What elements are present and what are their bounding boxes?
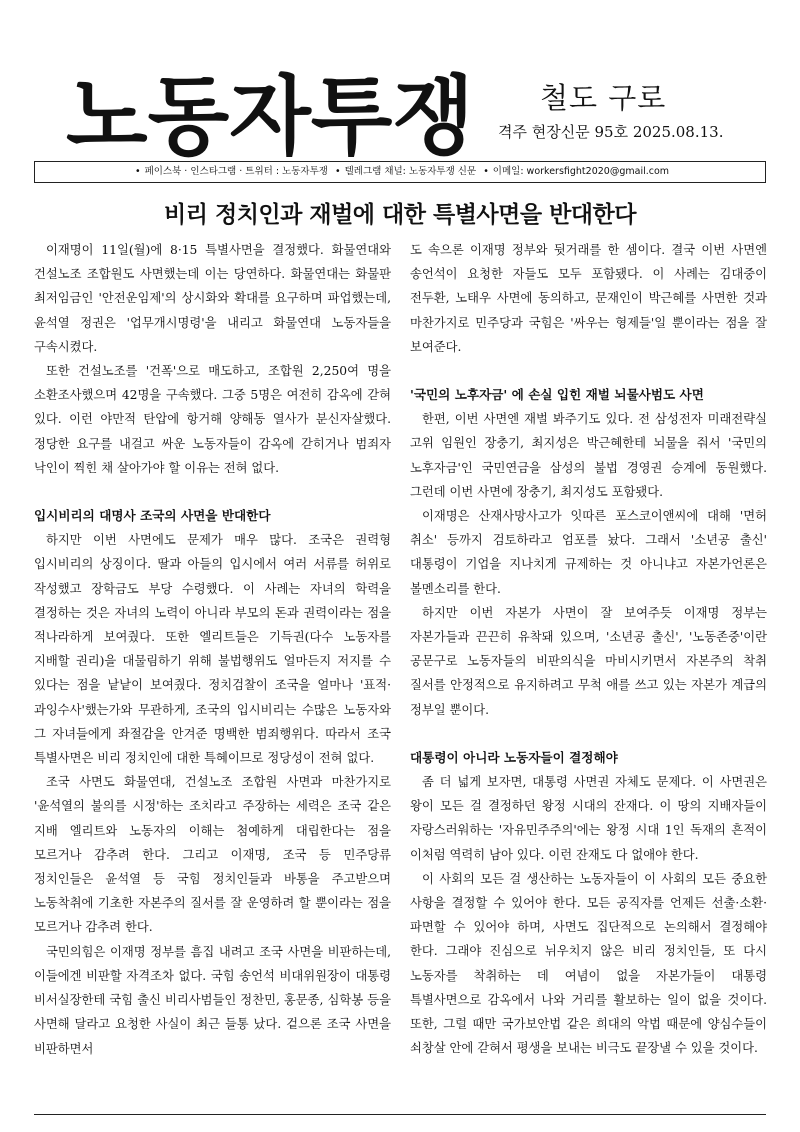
contact-sns: 페이스북 · 인스타그램 · 트위터 : 노동자투쟁 (144, 166, 328, 177)
masthead-logo (60, 64, 480, 164)
article-column-left (34, 238, 391, 1061)
masthead-text: 노동자투쟁 (66, 66, 474, 164)
paragraph: 이 사회의 모든 걸 생산하는 노동자들이 이 사회의 모든 중요한 사항을 결정할 수 있어야 한다. 모든 공직자를 언제든 선출·소환·파면할 수 있어야 하며, 사면도 집단적으로 논의해서 결정해야 한다. 그래야 진심으로 뉘우치지 않은 비리 정치인들, 또 다시 노동자를 착취하는 데 여념이 없을 자본가들이 대통령 특별사면으로 감옥에서 나와 거리를 활보하는 일이 없을 것이다. 또한, 그럴 때만 국가보안법 같은 희대의 악법 때문에 양심수들이 쇠창살 안에 갇혀서 평생을 보내는 비극도 끝장낼 수 있을 것이다. (410, 871, 767, 1056)
article-headline: 비리 정치인과 재벌에 대한 특별사면을 반대한다 (164, 202, 636, 228)
paragraph: 한편, 이번 사면엔 재벌 봐주기도 있다. 전 삼성전자 미래전략실 고위 임원인 장충기, 최지성은 박근혜한테 뇌물을 줘서 '국민의 노후자금'인 국민연금을 삼성의 불법 경영권 승계에 동원했다. 그런데 이번 사면에 장충기, 최지성도 포함됐다. (410, 412, 767, 499)
article-column-right (410, 238, 767, 1061)
bottom-divider (34, 1114, 766, 1115)
paragraph: 이재명은 산재사망사고가 잇따른 포스코이앤씨에 대해 '면허 취소' 등까지 검토하라고 엄포를 놨다. 그래서 '소년공 출신' 대통령이 기업을 지나치게 규제하는 것 아니냐고 자본가언론은 볼멘소리를 한다. (410, 509, 767, 596)
section-heading: '국민의 노후자금' 에 손실 입힌 재벌 뇌물사범도 사면 (410, 387, 704, 403)
edition-label: 철도 구로 (540, 81, 667, 115)
bullet-icon: • (134, 166, 141, 177)
paragraph: 하지만 이번 자본가 사면이 잘 보여주듯 이재명 정부는 자본가들과 끈끈히 유착돼 있으며, '소년공 출신', '노동존중'이란 공문구로 노동자들의 비판의식을 마비시키면서 자본주의 착취 질서를 안정적으로 유지하려고 무척 애를 쓰고 있는 자본가 계급의 정부일 뿐이다. (410, 605, 767, 717)
contact-bar (34, 161, 766, 183)
paragraph: 또한 건설노조를 '건폭'으로 매도하고, 조합원 2,250여 명을 소환조사했으며 42명을 구속했다. 그중 5명은 여전히 감옥에 갇혀 있다. 이런 야만적 탄압에 항거해 양해동 열사가 분신자살했다. 정당한 요구를 내걸고 싸운 노동자들이 감옥에 갇히거나 범죄자 낙인이 찍힌 채 살아가야 할 이유는 전혀 없다. (34, 364, 391, 475)
masthead-logo-mark (60, 64, 480, 164)
paragraph: 좀 더 넓게 보자면, 대통령 사면권 자체도 문제다. 이 사면권은 왕이 모든 걸 결정하던 왕정 시대의 잔재다. 이 땅의 지배자들이 자랑스러워하는 '자유민주주의'에는 왕정 시대 1인 독재의 흔적이 이처럼 역력히 남아 있다. 이런 잔재도 다 없애야 한다. (410, 775, 767, 862)
contact-telegram: 텔레그램 채널: 노동자투쟁 신문 (344, 166, 477, 177)
paragraph: 국민의힘은 이재명 정부를 흠집 내려고 조국 사면을 비판하는데, 이들에겐 비판할 자격조차 없다. 국힘 송언석 비대위원장이 대통령 비서실장한테 국힘 출신 비리사범들인 정찬민, 홍문종, 심학봉 등을 사면해 달라고 요청한 사실이 최근 들통 났다. 겉으론 조국 사면을 비판하면서 (34, 944, 391, 1056)
contact-email: 이메일: workersfight2020@gmail.com (492, 166, 670, 177)
bullet-icon: • (334, 166, 341, 177)
paragraph: 도 속으론 이재명 정부와 뒷거래를 한 셈이다. 결국 이번 사면엔 송언석이 요청한 자들도 모두 포함됐다. 이 사례는 김대중이 전두환, 노태우 사면에 동의하고, 문재인이 박근혜를 사면한 것과 마찬가지로 민주당과 국힘은 '싸우는 형제들'일 뿐이라는 점을 잘 보여준다. (410, 243, 767, 354)
issue-info: 격주 현장신문 95호 2025.08.13. (498, 123, 724, 141)
paragraph: 이재명이 11일(월)에 8·15 특별사면을 결정했다. 화물연대와 건설노조 조합원도 사면했는데 이는 당연하다. 화물연대는 화물판 최저임금인 '안전운임제'의 상시화와 확대를 요구하며 파업했는데, 윤석열 정권은 '업무개시명령'을 내리고 화물연대 노동자들을 구속시켰다. (34, 243, 391, 354)
section-heading: 대통령이 아니라 노동자들이 결정해야 (410, 749, 618, 765)
bullet-icon: • (483, 166, 489, 177)
paragraph: 조국 사면도 화물연대, 건설노조 조합원 사면과 마찬가지로 '윤석열의 불의를 시정'하는 조치라고 주장하는 세력은 조국 같은 지배 엘리트와 노동자의 이해는 첨예하게 대립한다는 점을 모르거나 감추려 한다. 그리고 이재명, 조국 등 민주당류 정치인들은 윤석열 등 국힘 정치인들과 바통을 주고받으며 노동착취에 기초한 자본주의 질서를 잘 운영하려 할 뿐이라는 점을 모르거나 감추려 한다. (34, 775, 391, 935)
section-heading: 입시비리의 대명사 조국의 사면을 반대한다 (34, 508, 271, 524)
paragraph: 하지만 이번 사면에도 문제가 매우 많다. 조국은 권력형 입시비리의 상징이다. 딸과 아들의 입시에서 여러 서류를 허위로 작성했고 장학금도 부당 수령했다. 이 사례는 자녀의 학력을 결정하는 것은 자녀의 노력이 아니라 부모의 돈과 권력이라는 점을 적나라하게 보여줬다. 또한 엘리트들은 기득권(다수 노동자를 지배할 권리)을 대물림하기 위해 불법행위도 얼마든지 저지를 수 있다는 점을 낱낱이 보여줬다. 정치검찰이 조국을 얼마나 '표적·과잉수사'했는가와 무관하게, 조국의 입시비리는 수많은 노동자와 그 자녀들에게 좌절감을 안겨준 명백한 범죄행위다. 따라서 조국 특별사면은 비리 정치인에 대한 특혜이므로 정당성이 전혀 없다. (34, 533, 391, 766)
